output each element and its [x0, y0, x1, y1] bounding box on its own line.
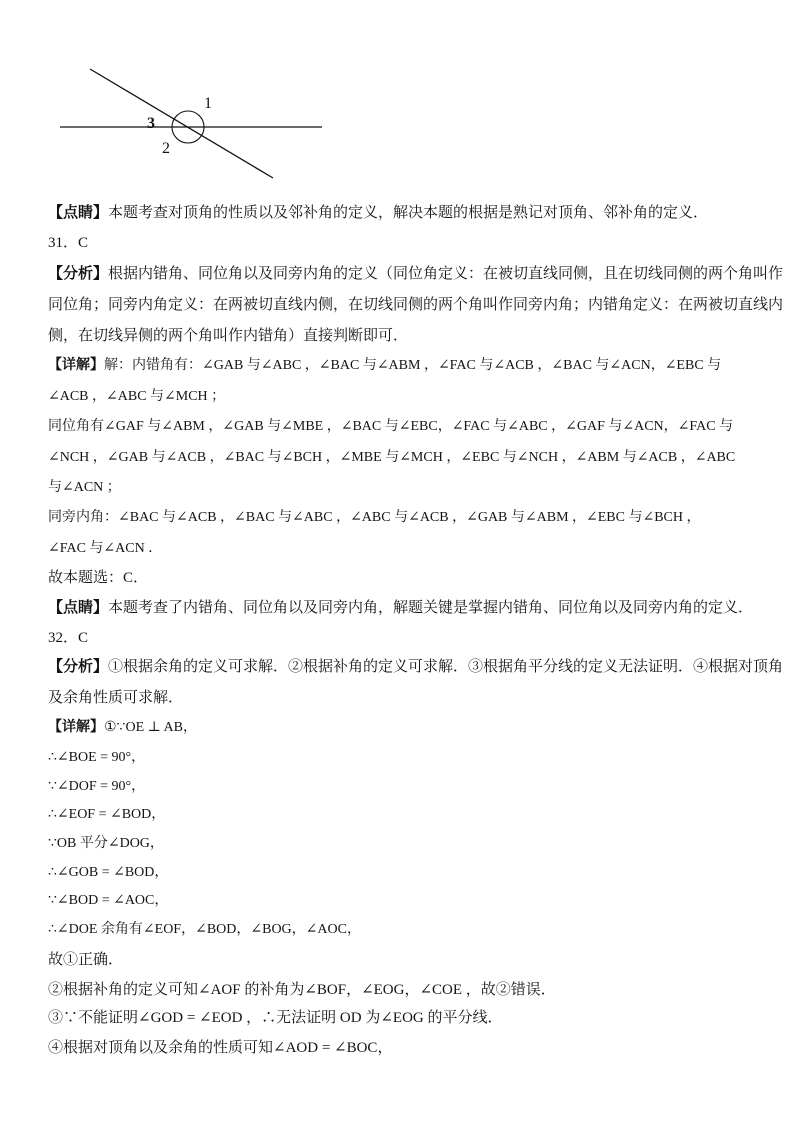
q31-detail-line: ∠FAC 与∠ACN ．	[48, 541, 163, 556]
q31-detail-line: 同旁内角：∠BAC 与∠ACB ，∠BAC 与∠ABC ，∠ABC 与∠ACB ，∠GAB 与∠ABM ，∠EBC 与∠BCH ，	[48, 510, 701, 525]
detail-tag: 【详解】	[48, 720, 104, 735]
detail-tag: 【详解】	[48, 358, 104, 373]
q31-analysis-line: 同位角；同旁内角定义：在两被切直线内侧，在切线同侧的两个角叫作同旁内角；内错角定义：在两被切直线内	[48, 297, 784, 313]
q31-analysis-line	[48, 264, 783, 284]
angle-label-1: 1	[204, 95, 212, 112]
analysis-text: 根据内错角、同位角以及同旁内角的定义（同位角定义：在被切直线同侧，且在切线同侧的两个角叫作	[108, 266, 784, 282]
q31-analysis-line: 侧，在切线异侧的两个角叫作内错角）直接判断即可．	[48, 328, 409, 344]
q32-detail-line: 故①正确．	[48, 952, 124, 968]
note-text: 本题考查对顶角的性质以及邻补角的定义，解决本题的根据是熟记对顶角、邻补角的定义．	[108, 205, 709, 221]
q32-detail-line	[48, 718, 197, 738]
intersecting-lines-diagram	[0, 0, 340, 190]
analysis-text: ①根据余角的定义可求解．②根据补角的定义可求解．③根据角平分线的定义无法证明．④根据对顶角	[108, 659, 784, 675]
q32-detail-line: ∴∠GOB = ∠BOD，	[48, 865, 169, 880]
q31-detail-line	[48, 356, 721, 376]
q31-detail-line: ∠ACB ，∠ABC 与∠MCH ；	[48, 389, 226, 404]
q31-detail-line: 与∠ACN ；	[48, 480, 121, 495]
q32-detail-line: ④根据对顶角以及余角的性质可知∠AOD = ∠BOC，	[48, 1040, 393, 1056]
q32-analysis-line: 及余角性质可求解．	[48, 690, 184, 706]
q31-answer: 故本题选：C．	[48, 570, 149, 586]
angle-label-3: 3	[147, 115, 155, 132]
note-tag: 【点睛】	[48, 600, 109, 616]
q31-number: 31．C	[48, 235, 89, 251]
q31-detail-line: 同位角有∠GAF 与∠ABM ，∠GAB 与∠MBE ，∠BAC 与∠EBC，∠FAC 与∠ABC ，∠GAF 与∠ACN，∠FAC 与	[48, 419, 734, 434]
detail-text: 解：内错角有：∠GAB 与∠ABC ，∠BAC 与∠ABM ，∠FAC 与∠ACB ，∠BAC 与∠ACN，∠EBC 与	[104, 358, 722, 373]
q32-analysis-line	[48, 657, 783, 677]
detail-text: ①∵OE ⊥ AB，	[104, 720, 197, 735]
q32-detail-line: ∴∠DOE 余角有∠EOF，∠BOD，∠BOG，∠AOC，	[48, 922, 361, 937]
analysis-tag: 【分析】	[48, 659, 109, 675]
q32-detail-line: ∴∠BOE = 90°，	[48, 750, 146, 765]
q31-detail-line: ∠NCH ，∠GAB 与∠ACB ，∠BAC 与∠BCH ，∠MBE 与∠MCH ，∠EBC 与∠NCH ，∠ABM 与∠ACB ，∠ABC	[48, 450, 736, 465]
q32-detail-line: ∵∠BOD = ∠AOC，	[48, 893, 169, 908]
analysis-tag: 【分析】	[48, 266, 109, 282]
q32-detail-line: ③∵不能证明∠GOD = ∠EOD ，∴无法证明 OD 为∠EOG 的平分线．	[48, 1010, 503, 1026]
note-text: 本题考查了内错角、同位角以及同旁内角，解题关键是掌握内错角、同位角以及同旁内角的定义．	[108, 600, 754, 616]
q30-note	[48, 203, 708, 223]
diagonal-line	[90, 69, 273, 178]
q32-detail-line: ②根据补角的定义可知∠AOF 的补角为∠BOF，∠EOG，∠COE ，故②错误．	[48, 982, 556, 998]
q32-detail-line: ∵OB 平分∠DOG，	[48, 836, 164, 851]
angle-label-2: 2	[162, 140, 170, 157]
q32-number: 32．C	[48, 630, 89, 646]
q32-detail-line: ∴∠EOF = ∠BOD，	[48, 807, 166, 822]
q32-detail-line: ∵∠DOF = 90°，	[48, 779, 146, 794]
note-tag: 【点睛】	[48, 205, 109, 221]
q31-note	[48, 598, 753, 618]
